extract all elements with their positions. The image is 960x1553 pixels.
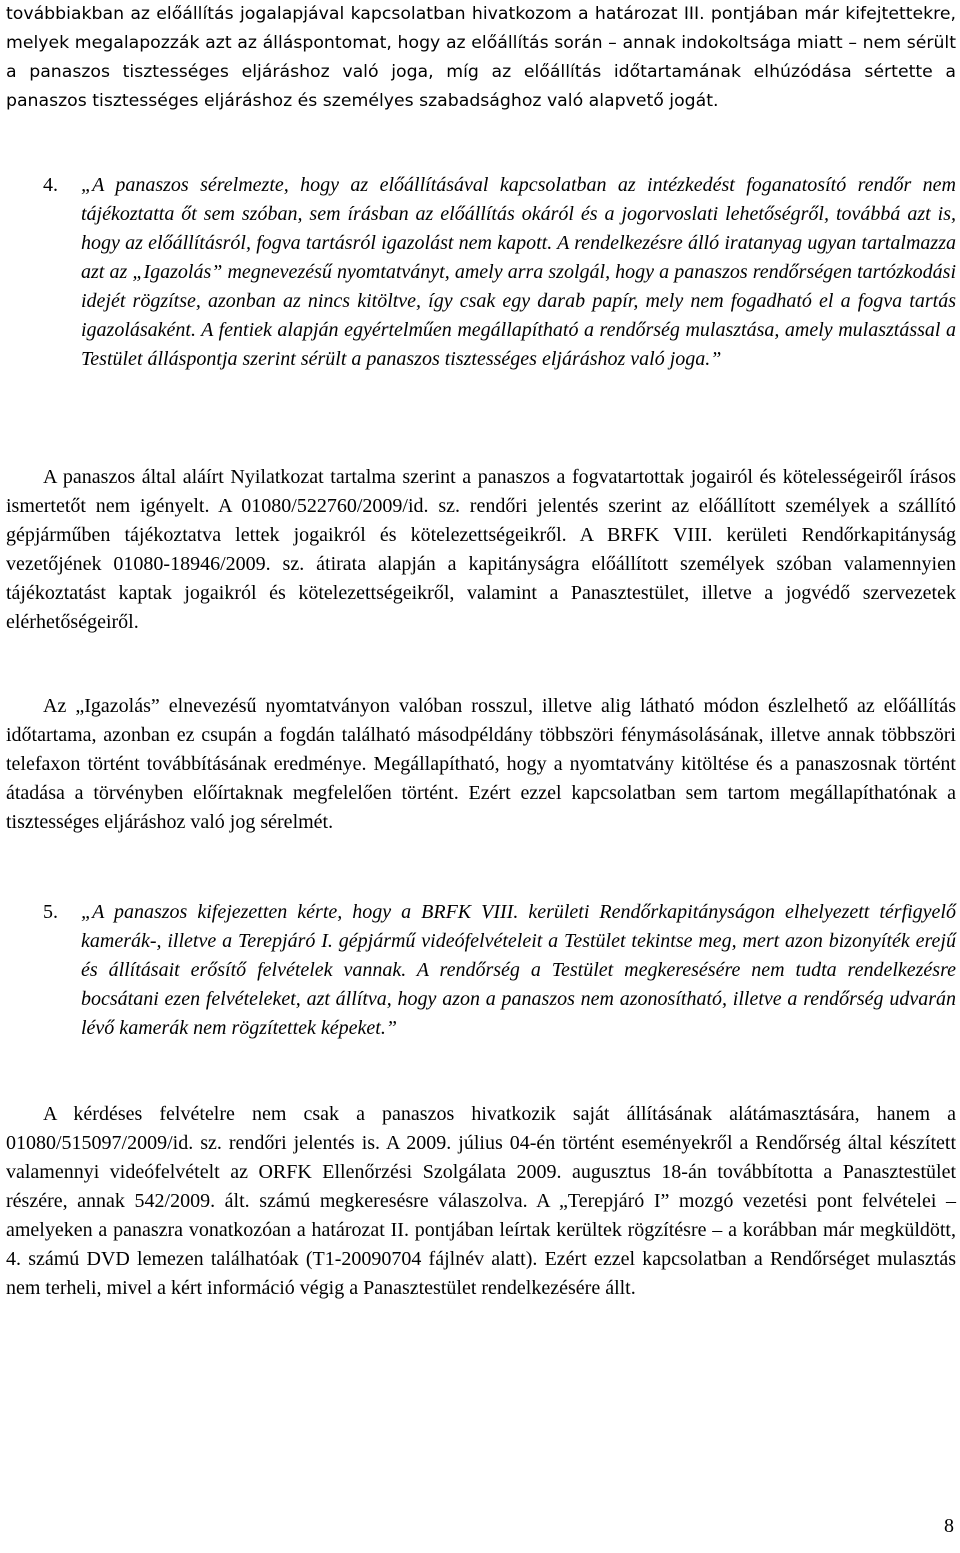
item-5-number: 5. (43, 901, 58, 923)
item-4-quote (81, 171, 956, 374)
paragraph-igazolas: Az „Igazolás” elnevezésű nyomtatványon valóban rosszul, illetve alig látható módon észlelhető az előállítás időtartama, azonban ez csupán a fogdán található másodpéldány többszöri fénymásolásának, illetve annak többszöri telefaxon történt továbbításának eredménye. Megállapítható, hogy a nyomtatvány kitöltése és a panaszosnak történt átadása a törvényben előírtaknak megfelelően történt. Ezért ezzel kapcsolatban sem tartom megállapíthatónak a tisztességes eljáráshoz való jog sérelmét. (6, 695, 956, 833)
item-4-quote-part1: „A panaszos sérelmezte, hogy az előállításával kapcsolatban az intézkedést foganatosító rendőr nem tájékoztatta őt sem szóban, sem írásban az előállítás okáról és a jogorvoslati lehetőségről, továbbá azt is, hogy az előállításról, fogva tartásról igazolást nem kapott. (81, 174, 956, 254)
page-number: 8 (944, 1515, 954, 1537)
item-5 (6, 898, 956, 1043)
item-4 (6, 171, 956, 374)
paragraph-nyilatkozat: A panaszos által aláírt Nyilatkozat tartalma szerint a panaszos a fogvatartottak jogairól és kötelességeiről írásos ismertetőt nem igényelt. A 01080/522760/2009/id. sz. rendőri jelentés szerint az előállított személyek a szállító gépjárműben tájékoztatva lettek jogaikról és kötelezettségeikről. A BRFK VIII. kerületi Rendőrkapitányság vezetőjének 01080-18946/2009. sz. átirata alapján a kapitányságra előállított személyek szóban valamennyien tájékoztatást kaptak jogaikról és kötelezettségeikről, valamint a Panasztestület, illetve a jogvédő szervezetek elérhetőségeiről. (6, 466, 956, 633)
item-4-quote-part2: A rendelkezésre álló iratanyag ugyan tartalmazza azt az „Igazolás” megnevezésű nyomtatványt, amely arra szolgál, hogy a panaszos rendőrségen tartózkodási idejét rögzítse, azonban az nincs kitöltve, így csak egy darab papír, mely nem fogadható el a fogva tartás igazolásaként. A fentiek alapján egyértelműen megállapítható a rendőrség mulasztása, amely mulasztással a Testület álláspontja szerint sérült a panaszos tisztességes eljáráshoz való joga.” (81, 232, 956, 370)
item-4-number: 4. (43, 174, 58, 196)
intro-paragraph: továbbiakban az előállítás jogalapjával kapcsolatban hivatkozom a határozat III. pontjában már kifejtettekre, melyek megalapozzák azt az álláspontomat, hogy az előállítás során – annak indokoltsága miatt – nem sérült a panaszos tisztességes eljáráshoz való joga, míg az előállítás időtartamának elhúzódása sértette a panaszos tisztességes eljáráshoz és személyes szabadsághoz való alapvető jogát. (6, 4, 956, 111)
paragraph-felvetel: A kérdéses felvételre nem csak a panaszos hivatkozik saját állításának alátámasztására, hanem a 01080/515097/2009/id. sz. rendőri jelentés is. A 2009. július 04-én történt eseményekről a Rendőrség által készített valamennyi videófelvételt az ORFK Ellenőrzési Szolgálata 2009. augusztus 18-án továbbította a Panasztestület részére, annak 542/2009. ált. számú megkeresésre válaszolva. A „Terepjáró I” mozgó vezetési pont felvételei – amelyeken a panaszra vonatkozóan a határozat II. pontjában leírtak kerültek rögzítésre – a korábban már megküldött, 4. számú DVD lemezen találhatóak (T1-20090704 fájlnév alatt). Ezért ezzel kapcsolatban a Rendőrséget mulasztás nem terheli, mivel a kért információ végig a Panasztestület rendelkezésére állt. (6, 1103, 956, 1299)
item-5-quote: „A panaszos kifejezetten kérte, hogy a BRFK VIII. kerületi Rendőrkapitányságon elhelyezett térfigyelő kamerák-, illetve a Terepjáró I. gépjármű videófelvételeit a Testület tekintse meg, mert azon bizonyíték erejű és állításait erősítő felvételek vannak. A rendőrség a Testület megkeresésére nem tudta rendelkezésre bocsátani ezen felvételeket, azt állítva, hogy azon a panaszos nem azonosítható, illetve a rendőrség udvarán lévő kamerák nem rögzítettek képeket.” (81, 901, 956, 1039)
